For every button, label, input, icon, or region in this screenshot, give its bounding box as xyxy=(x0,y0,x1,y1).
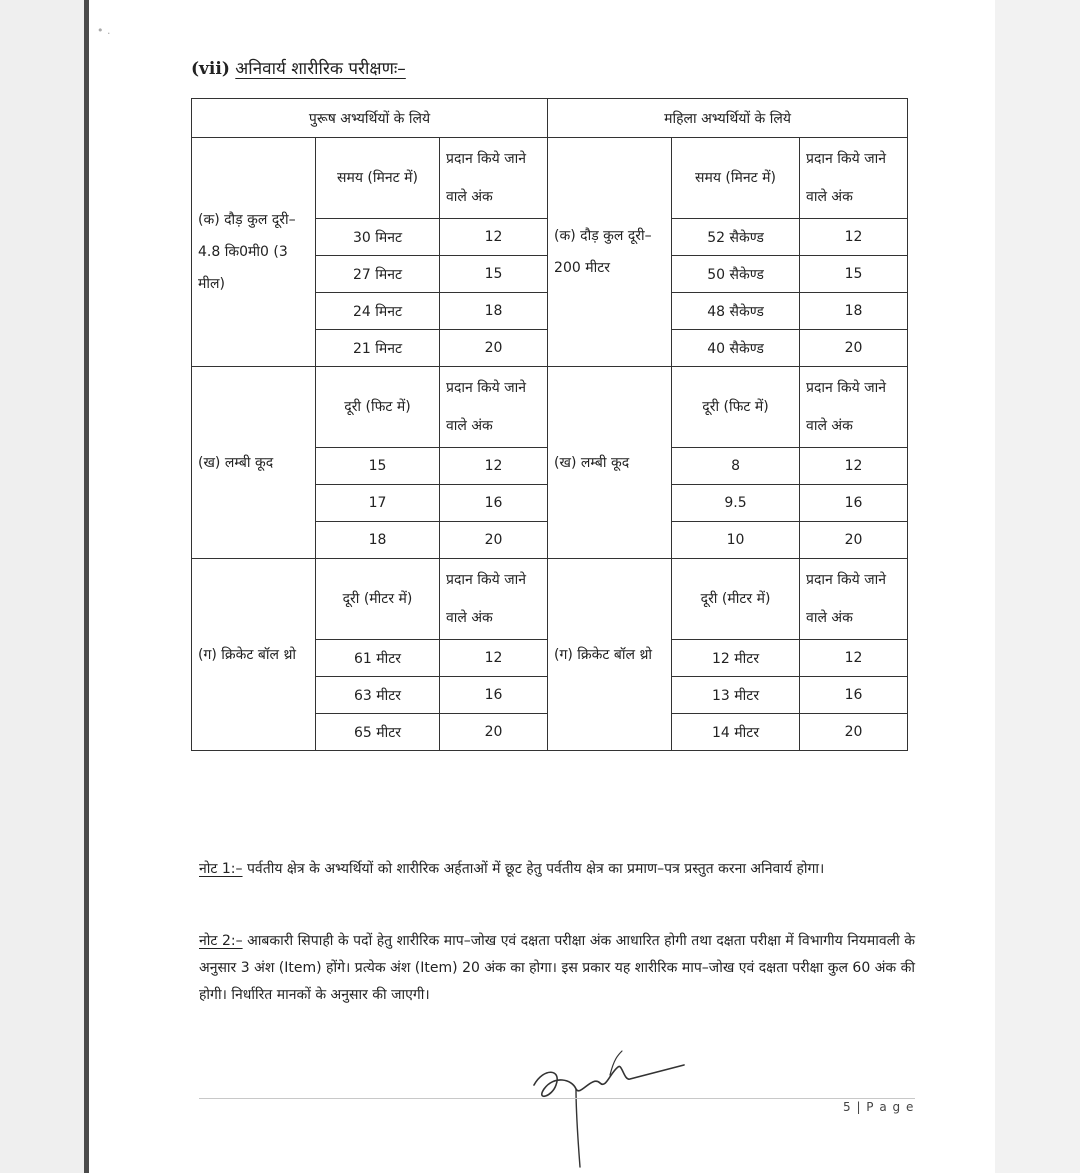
female-event-ball-throw: (ग) क्रिकेट बॉल थ्रो xyxy=(548,559,672,751)
male-marks-value: 12 xyxy=(440,219,548,256)
female-marks-header: प्रदान किये जाने वाले अंक xyxy=(800,559,908,640)
female-measure-value: 50 सैकेण्ड xyxy=(672,256,800,293)
note-2-label: नोट 2:– xyxy=(199,933,243,949)
male-marks-value: 12 xyxy=(440,448,548,485)
male-measure-value: 63 मीटर xyxy=(316,677,440,714)
female-marks-value: 12 xyxy=(800,448,908,485)
male-measure-value: 61 मीटर xyxy=(316,640,440,677)
male-marks-value: 16 xyxy=(440,485,548,522)
female-marks-value: 18 xyxy=(800,293,908,330)
male-measure-value: 30 मिनट xyxy=(316,219,440,256)
female-marks-value: 12 xyxy=(800,640,908,677)
male-header: पुरूष अभ्यर्थियों के लिये xyxy=(192,99,548,138)
male-marks-header: प्रदान किये जाने वाले अंक xyxy=(440,367,548,448)
female-marks-value: 20 xyxy=(800,522,908,559)
male-measure-value: 21 मिनट xyxy=(316,330,440,367)
male-measure-value: 24 मिनट xyxy=(316,293,440,330)
female-measure-value: 52 सैकेण्ड xyxy=(672,219,800,256)
note-1-label: नोट 1:– xyxy=(199,861,243,877)
female-measure-value: 14 मीटर xyxy=(672,714,800,751)
table-row xyxy=(192,559,908,640)
page-number: 5 | P a g e xyxy=(843,1100,915,1114)
male-measure-header: दूरी (फिट में) xyxy=(316,367,440,448)
heading-number: (vii) xyxy=(191,59,230,79)
male-marks-value: 18 xyxy=(440,293,548,330)
female-measure-header: समय (मिनट में) xyxy=(672,138,800,219)
note-2-text: आबकारी सिपाही के पदों हेतु शारीरिक माप–जोख एवं दक्षता परीक्षा अंक आधारित होगी तथा दक्षता परीक्षा में विभागीय नियमावली के अनुसार 3 अंश (Item) होंगे। प्रत्येक अंश (Item) 20 अंक का होगा। इस प्रकार यह शारीरिक माप–जोख एवं दक्षता परीक्षा कुल 60 अंक की होगी। निर्धारित मानकों के अनुसार की जाएगी। xyxy=(199,933,915,1003)
male-measure-header: दूरी (मीटर में) xyxy=(316,559,440,640)
female-measure-value: 8 xyxy=(672,448,800,485)
female-measure-header: दूरी (मीटर में) xyxy=(672,559,800,640)
heading-title: अनिवार्य शारीरिक परीक्षणः– xyxy=(235,59,406,79)
female-marks-value: 20 xyxy=(800,714,908,751)
female-marks-header: प्रदान किये जाने वाले अंक xyxy=(800,138,908,219)
right-margin xyxy=(995,0,1080,1173)
female-marks-value: 16 xyxy=(800,677,908,714)
male-marks-value: 20 xyxy=(440,522,548,559)
female-event-long-jump: (ख) लम्बी कूद xyxy=(548,367,672,559)
male-marks-value: 20 xyxy=(440,714,548,751)
female-marks-value: 20 xyxy=(800,330,908,367)
table-row xyxy=(192,138,908,219)
male-marks-header: प्रदान किये जाने वाले अंक xyxy=(440,138,548,219)
note-1 xyxy=(199,856,915,883)
female-measure-header: दूरी (फिट में) xyxy=(672,367,800,448)
male-marks-value: 16 xyxy=(440,677,548,714)
table-header-row xyxy=(192,99,908,138)
male-measure-value: 17 xyxy=(316,485,440,522)
female-event-run: (क) दौड़ कुल दूरी– 200 मीटर xyxy=(548,138,672,367)
male-marks-value: 20 xyxy=(440,330,548,367)
male-marks-header: प्रदान किये जाने वाले अंक xyxy=(440,559,548,640)
male-event-long-jump: (ख) लम्बी कूद xyxy=(192,367,316,559)
female-measure-value: 10 xyxy=(672,522,800,559)
male-event-run: (क) दौड़ कुल दूरी– 4.8 कि0मी0 (3 मील) xyxy=(192,138,316,367)
male-marks-value: 15 xyxy=(440,256,548,293)
male-measure-value: 27 मिनट xyxy=(316,256,440,293)
male-measure-value: 65 मीटर xyxy=(316,714,440,751)
scan-speck: • . xyxy=(97,24,111,37)
female-marks-header: प्रदान किये जाने वाले अंक xyxy=(800,367,908,448)
female-measure-value: 48 सैकेण्ड xyxy=(672,293,800,330)
note-1-text: पर्वतीय क्षेत्र के अभ्यर्थियों को शारीरिक अर्हताओं में छूट हेतु पर्वतीय क्षेत्र का प्रमाण–पत्र प्रस्तुत करना अनिवार्य होगा। xyxy=(246,861,825,877)
note-2 xyxy=(199,928,915,1009)
male-measure-value: 15 xyxy=(316,448,440,485)
male-marks-value: 12 xyxy=(440,640,548,677)
physical-test-table xyxy=(191,98,908,751)
female-measure-value: 9.5 xyxy=(672,485,800,522)
female-measure-value: 12 मीटर xyxy=(672,640,800,677)
footer-divider xyxy=(199,1098,915,1099)
male-measure-header: समय (मिनट में) xyxy=(316,138,440,219)
left-margin xyxy=(0,0,86,1173)
section-heading xyxy=(191,56,406,79)
female-measure-value: 40 सैकेण्ड xyxy=(672,330,800,367)
female-measure-value: 13 मीटर xyxy=(672,677,800,714)
document-page xyxy=(89,0,995,1173)
female-marks-value: 15 xyxy=(800,256,908,293)
female-header: महिला अभ्यर्थियों के लिये xyxy=(548,99,908,138)
male-event-ball-throw: (ग) क्रिकेट बॉल थ्रो xyxy=(192,559,316,751)
female-marks-value: 12 xyxy=(800,219,908,256)
table-row xyxy=(192,367,908,448)
female-marks-value: 16 xyxy=(800,485,908,522)
male-measure-value: 18 xyxy=(316,522,440,559)
handwritten-signature xyxy=(514,1045,714,1173)
